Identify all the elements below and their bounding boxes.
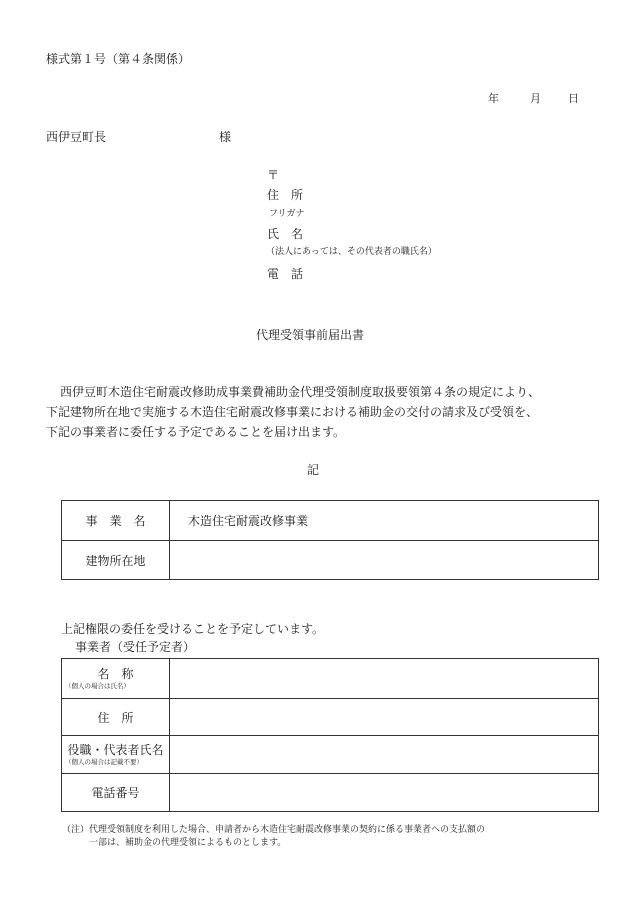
contractor-rep-label: 役職・代表者氏名 [67, 743, 164, 757]
contractor-name-label: 名 称 [97, 667, 134, 681]
applicant-address-label: 住 所 [267, 188, 304, 202]
project-name-label: 事 業 名 [62, 501, 170, 541]
document-title: 代理受領事前届出書 [256, 328, 365, 342]
body-line-2: 下記建物所在地で実施する木造住宅耐震改修事業における補助金の交付の請求及び受領を、 [46, 405, 539, 419]
form-number: 様式第１号（第４条関係） [46, 52, 191, 66]
contractor-name-cell [62, 659, 170, 699]
contractor-phone-value[interactable] [170, 774, 599, 812]
consent-statement: 上記権限の委任を受けることを予定しています。 [61, 622, 325, 636]
project-name-value[interactable]: 木造住宅耐震改修事業 [170, 501, 599, 541]
date-year-label: 年 [488, 92, 499, 105]
building-location-value[interactable] [170, 541, 599, 580]
contractor-heading: 事業者（受任予定者） [75, 640, 196, 654]
applicant-name-label: 氏 名 [267, 227, 304, 241]
applicant-furigana-label: フリガナ [269, 209, 305, 219]
table-row [62, 774, 599, 812]
contractor-rep-sub: （個人の場合は記載不要） [65, 758, 143, 766]
ki-label: 記 [307, 463, 320, 477]
footnote-line-1: 代理受領制度を利用した場合、申請者から木造住宅耐震改修事業の契約に係る事業者への支払額の [89, 825, 486, 835]
contractor-name-value[interactable] [170, 659, 599, 699]
contractor-phone-label: 電話番号 [62, 774, 170, 812]
postal-mark: 〒 [267, 168, 280, 182]
table-row [62, 699, 599, 736]
applicant-name-note: （法人にあっては、その代表者の職氏名） [266, 247, 437, 257]
contractor-address-value[interactable] [170, 699, 599, 736]
contractor-rep-cell [62, 736, 170, 774]
date-day-label: 日 [568, 92, 579, 105]
applicant-phone-label: 電 話 [267, 267, 304, 281]
footnote-line-2: 一部は、補助金の代理受領によるものとします。 [89, 838, 287, 848]
addressee: 西伊豆町長 [46, 130, 107, 144]
contractor-address-label: 住 所 [62, 699, 170, 736]
contractor-rep-value[interactable] [170, 736, 599, 774]
project-table [61, 500, 599, 580]
building-location-label: 建物所在地 [62, 541, 170, 580]
table-row [62, 501, 599, 541]
body-text [46, 382, 606, 442]
body-line-1: 西伊豆町木造住宅耐震改修助成事業費補助金代理受領制度取扱要領第４条の規定により、 [60, 385, 541, 399]
table-row [62, 659, 599, 699]
body-line-3: 下記の事業者に委任する予定であることを届け出ます。 [46, 425, 346, 439]
contractor-table [61, 658, 599, 812]
footnote-prefix: （注） [62, 825, 90, 835]
contractor-name-sub: （個人の場合は氏名） [65, 682, 130, 690]
table-row [62, 541, 599, 580]
table-row [62, 736, 599, 774]
addressee-suffix: 様 [219, 130, 232, 144]
date-month-label: 月 [530, 92, 541, 105]
footnote [62, 824, 602, 850]
